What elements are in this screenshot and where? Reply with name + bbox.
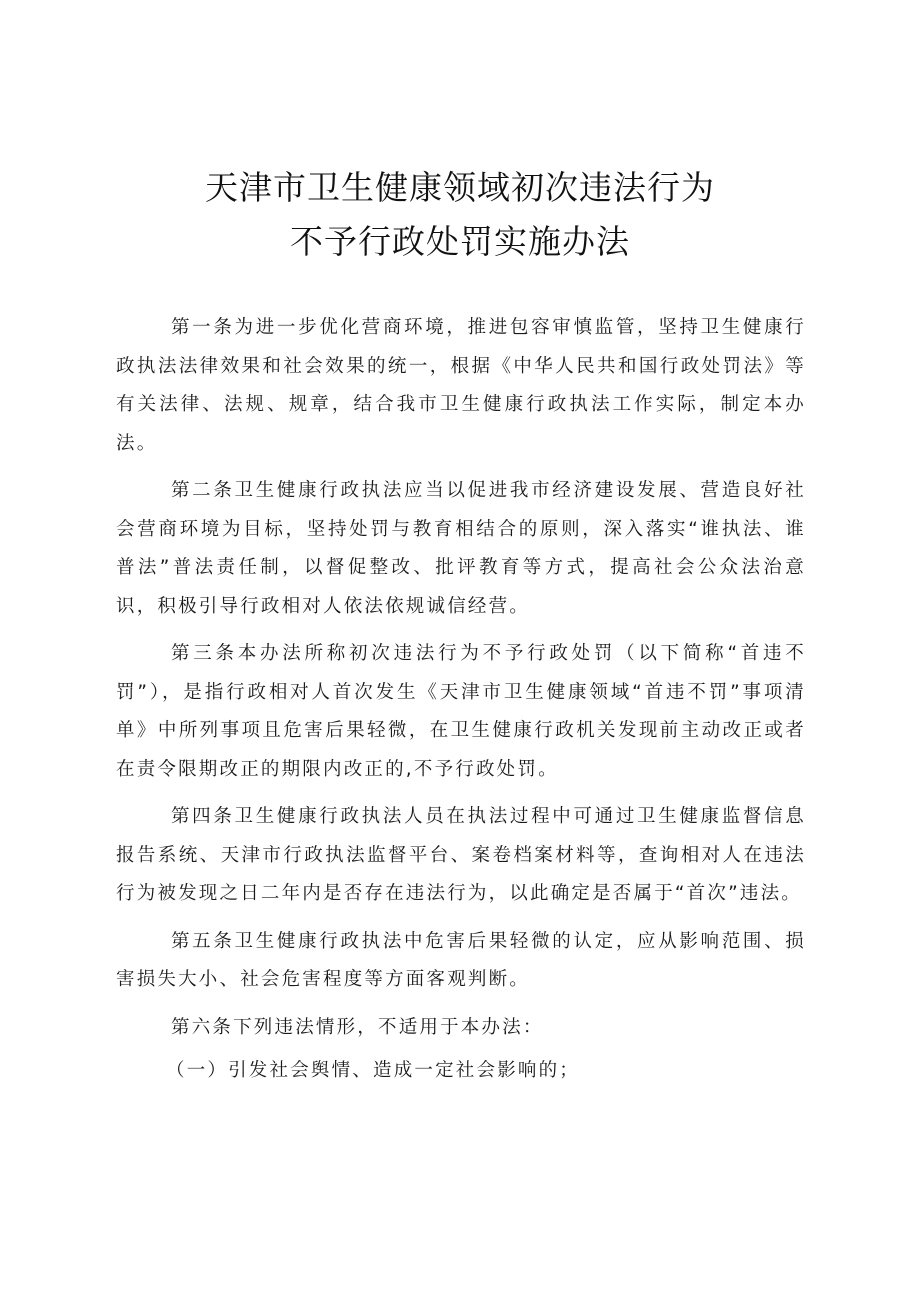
article-6: 第六条下列违法情形，不适用于本办法： xyxy=(171,1016,544,1038)
article-6-item-1: （一）引发社会舆情、造成一定社会影响的； xyxy=(166,1060,581,1081)
document-body xyxy=(116,309,806,1091)
article-5: 第五条卫生健康行政执法中危害后果轻微的认定，应从影响范围、损害损失大小、社会危害程度等方面客观判断。 xyxy=(116,930,806,990)
article-2: 第二条卫生健康行政执法应当以促进我市经济建设发展、营造良好社会营商环境为目标，坚持处罚与教育相结合的原则，深入落实“谁执法、谁普法”普法责任制，以督促整改、批评教育等方式，提高社会公众法治意识，积极引导行政相对人依法依规诚信经营。 xyxy=(116,480,806,617)
document-title-line-1: 天津市卫生健康领域初次违法行为 xyxy=(205,168,715,207)
article-1: 第一条为进一步优化营商环境，推进包容审慎监管，坚持卫生健康行政执法法律效果和社会效果的统一，根据《中华人民共和国行政处罚法》等有关法律、法规、规章，结合我市卫生健康行政执法工作实际，制定本办法。 xyxy=(116,317,806,454)
article-3: 第三条本办法所称初次违法行为不予行政处罚（以下简称“首违不罚”），是指行政相对人首次发生《天津市卫生健康领域“首违不罚”事项清单》中所列事项且危害后果轻微，在卫生健康行政机关发现前主动改正或者在责令限期改正的期限内改正的,不予行政处罚。 xyxy=(116,643,806,780)
document-title-line-2: 不予行政处罚实施办法 xyxy=(290,222,630,261)
article-4: 第四条卫生健康行政执法人员在执法过程中可通过卫生健康监督信息报告系统、天津市行政执法监督平台、案卷档案材料等，查询相对人在违法行为被发现之日二年内是否存在违法行为，以此确定是否属于“首次”违法。 xyxy=(116,806,806,904)
